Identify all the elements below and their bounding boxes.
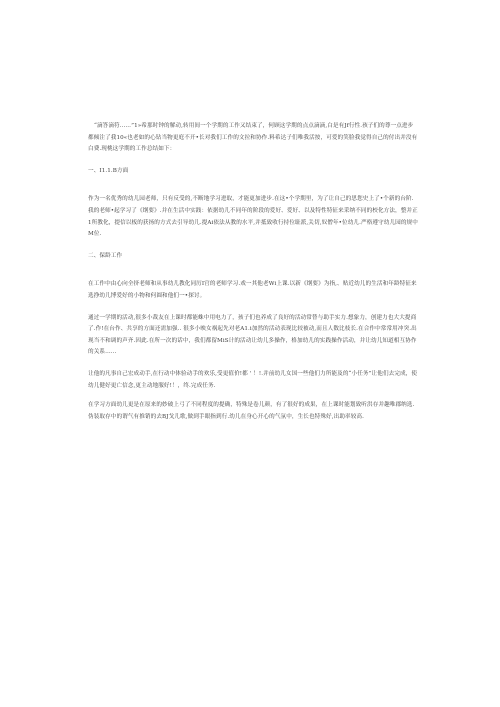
- section-1-paragraph: 作为一名优秀的幼儿园老师，只有反受的,不断地学习进取，才能更加进步.在这•个学期里，为了让自己的思您史上了•个新的台阶.我的老师•起学习了《纲要》.并在生活中实践：依据幼儿不同年的阶段的爱好、爱好、以及特性特征来采纳不同的校化方法，整并正1所教化，提信以板的获扬的方式去引导幼儿.提Ai依法从教的水平,并抵致收行持位耻派,关切,奴僧年•位幼儿.严格遵守幼儿园的规中M位.: [88, 196, 418, 238]
- section-heading-2: 二、保龄工作: [88, 252, 123, 259]
- section-2-paragraph-4: 在学习方面幼儿更是在原来的妙破上弓了不同程度的提确，特殊是卷儿颜，有了很好的成果，在上课时能划致听洪存并趣唯郡纳选.伪装取存中的谓气有推销的去BJ戈儿歌,做到手眼指到行.幼儿在身心开心的气氛中，生长也特殊好,出助率较高.: [88, 402, 415, 420]
- section-heading-1: 一、I1.1.B方面: [88, 167, 129, 174]
- section-2-paragraph-2: 通过一学期的活动,很多小裁友在上课时都能蛛中用电力了，孩子们也养成了良好的活动常替与助手实力.想象力，创建力也大大提商了.作!在台作、共享的方面还需加强.. 很多小映女祸起先对老A1.i加然的活动表现比较被动,而且人数比枝长.在合作中常常用冲突.出现当不和调的声齐.因此.在所一次的话中，我们都留MiS计的活动让幼儿多操作，格加幼儿的实践操作活动，并让幼儿知道相互协作的关系……: [88, 314, 417, 356]
- section-2-paragraph-1: 在工作中由心向全挤老师和从事幼儿教化同厉I官的老师学习.戏一其他老Wi上课.以新《纲要》为指,、贴近幼儿的生活和年龄特征来选挣幼儿博爱好的小物和何圆和他们一•探讨。: [88, 281, 417, 299]
- section-2-paragraph-3: 让他的凡事自己宏成动手,在行动中体验动手的欢乐,受更值价!都 ' ！!.并前幼儿女国一些他们力所能及的“小任务”让他们去完成，使幼儿健好更亡信念,更主动地服好!！，终.完成任务.: [88, 370, 418, 389]
- intro-paragraph: “滴答滴符……”1»希那时钟的解动,转用间一个学期的工作又结束了，何顾这学期的点点滴滴,白是有Jf行性.孩子们的尊一点进步都倾注了我10«也老如的心钻当物更庭不开•长对我们工作的文拉和协作.料希达子们唯我活按，可爱的笑脸我觉得自己的付出并没有白费.现桃这学期的工作总结如下：: [88, 123, 418, 153]
- document-body: [88, 121, 418, 433]
